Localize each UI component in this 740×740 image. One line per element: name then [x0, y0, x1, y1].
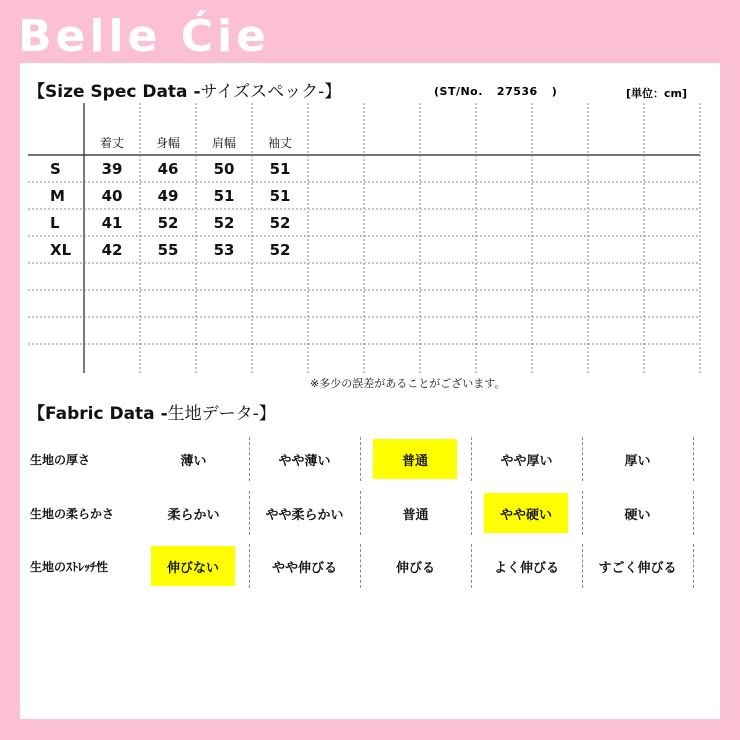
value-cell: 53 — [213, 241, 235, 259]
fabric-divider — [360, 437, 361, 481]
fabric-option: 薄い — [180, 453, 207, 469]
size-label-m: M — [50, 187, 65, 205]
fabric-row-label: 生地の柔らかさ — [30, 507, 115, 521]
value-cell: 52 — [213, 214, 235, 232]
fabric-divider — [471, 491, 472, 535]
fabric-divider — [693, 544, 694, 588]
size-label-xl: XL — [50, 241, 72, 259]
fabric-option: やや伸びる — [271, 560, 337, 576]
value-cell: 42 — [101, 241, 123, 259]
unit-label: [単位：cm] — [626, 87, 688, 100]
size-label-l: L — [50, 214, 60, 232]
value-cell: 41 — [101, 214, 123, 232]
fabric-option-selected: 伸びない — [151, 546, 235, 586]
fabric-option: やや厚い — [500, 453, 553, 469]
fabric-divider — [693, 491, 694, 535]
fabric-option: 普通 — [402, 507, 429, 523]
fabric-option: やや薄い — [278, 453, 331, 469]
fabric-divider — [471, 437, 472, 481]
fabric-option-selected: 普通 — [373, 439, 457, 479]
fabric-divider — [249, 437, 250, 481]
value-cell: 40 — [101, 187, 123, 205]
fabric-divider — [360, 544, 361, 588]
brand-logo: Belle Ćie — [18, 11, 270, 62]
fabric-divider — [249, 544, 250, 588]
style-number-value: 27536 — [496, 85, 538, 98]
fabric-title-en: 【Fabric Data - — [28, 404, 168, 424]
value-cell: 52 — [269, 241, 291, 259]
value-cell: 51 — [269, 160, 291, 178]
style-number-label: (ST/No. — [434, 85, 483, 98]
value-cell: 50 — [213, 160, 235, 178]
tolerance-note: ※多少の誤差があることがございます。 — [310, 377, 506, 390]
header-sleeve: 袖丈 — [267, 136, 292, 150]
fabric-divider — [249, 491, 250, 535]
fabric-divider — [582, 544, 583, 588]
value-cell: 39 — [101, 160, 123, 178]
header-width: 身幅 — [155, 136, 180, 150]
value-cell: 46 — [157, 160, 179, 178]
fabric-divider — [693, 437, 694, 481]
spec-panel — [20, 63, 720, 719]
fabric-option: やや柔らかい — [265, 507, 344, 523]
fabric-divider — [582, 437, 583, 481]
fabric-row-label: 生地のｽﾄﾚｯﾁ性 — [30, 560, 109, 574]
fabric-option: 伸びる — [395, 560, 435, 576]
size-label-s: S — [50, 160, 61, 178]
size-spec-title-jp: サイズスペック-】 — [200, 82, 342, 102]
fabric-title — [28, 399, 276, 424]
value-cell: 51 — [213, 187, 235, 205]
header-length: 着丈 — [99, 136, 124, 150]
fabric-divider — [582, 491, 583, 535]
fabric-option: 硬い — [624, 507, 651, 523]
fabric-title-jp: 生地データ-】 — [167, 404, 276, 424]
fabric-option: よく伸びる — [493, 560, 559, 576]
fabric-option: 柔らかい — [167, 507, 220, 523]
size-spec-title-en: 【Size Spec Data - — [28, 82, 201, 102]
value-cell: 55 — [157, 241, 179, 259]
value-cell: 51 — [269, 187, 291, 205]
fabric-option: すごく伸びる — [598, 560, 677, 576]
value-cell: 52 — [269, 214, 291, 232]
value-cell: 52 — [157, 214, 179, 232]
header-shoulder: 肩幅 — [211, 136, 236, 150]
style-number-close: ) — [551, 85, 558, 98]
fabric-row-label: 生地の厚さ — [30, 453, 91, 467]
fabric-divider — [360, 491, 361, 535]
fabric-divider — [471, 544, 472, 588]
fabric-option-selected: やや硬い — [484, 493, 568, 533]
value-cell: 49 — [157, 187, 179, 205]
fabric-option: 厚い — [624, 453, 651, 469]
